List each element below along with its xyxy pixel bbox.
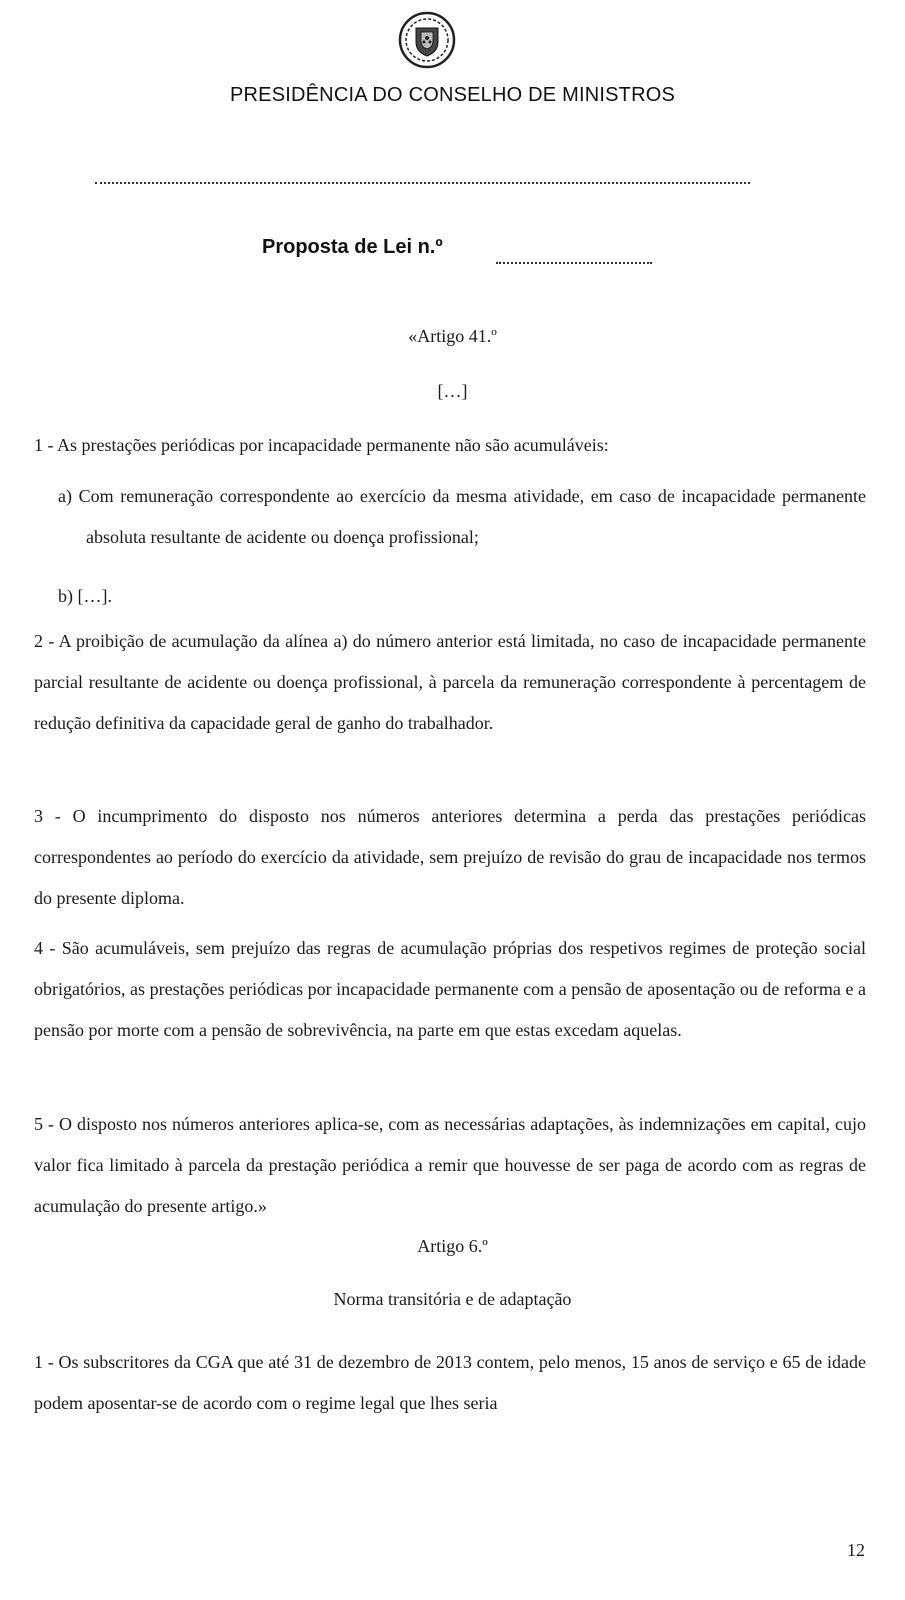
paragraph-5: 5 - O disposto nos números anteriores aplica-se, com as necessárias adaptações, às indemnizações em capital, cujo valor fica limitado à parcela da prestação periódica a remir que houvesse de ser paga de acordo com as regras de acumulação do presente artigo.»: [34, 1114, 866, 1216]
article-41-ellipsis: […]: [437, 381, 468, 401]
subparagraph-a: [58, 476, 866, 558]
proposal-title: Proposta de Lei n.º: [262, 236, 443, 258]
paragraph-3: 3 - O incumprimento do disposto nos números anteriores determina a perda das prestações periódicas correspondentes ao período do exercício da atividade, sem prejuízo de revisão do grau de incapacidade nos termos do presente diploma.: [34, 806, 866, 908]
coat-of-arms-seal-icon: [394, 10, 460, 70]
proposal-number-blank: [496, 262, 652, 264]
subparagraph-b-text: b) […].: [58, 586, 112, 606]
article-6-heading: Artigo 6.º: [417, 1236, 488, 1256]
paragraph-2: 2 - A proibição de acumulação da alínea a) do número anterior está limitada, no caso de incapacidade permanente parcial resultante de acidente ou doença profissional, à parcela da remuneração correspondente à percentagem de redução definitiva da capacidade geral de ganho do trabalhador.: [34, 631, 866, 733]
page-number: 12: [847, 1540, 865, 1560]
subparagraph-a-text: a) Com remuneração correspondente ao exercício da mesma atividade, em caso de incapacidade permanente absoluta resultante de acidente ou doença profissional;: [58, 486, 866, 547]
ministry-header: PRESIDÊNCIA DO CONSELHO DE MINISTROS: [229, 84, 676, 106]
article-6-title: Norma transitória e de adaptação: [333, 1289, 572, 1309]
subparagraph-b: [58, 576, 866, 617]
article-41-heading: «Artigo 41.º: [408, 326, 497, 346]
article-6-paragraph-1: 1 - Os subscritores da CGA que até 31 de dezembro de 2013 contem, pelo menos, 15 anos de serviço e 65 de idade podem aposentar-se de acordo com o regime legal que lhes seria: [34, 1352, 866, 1413]
paragraph-4: 4 - São acumuláveis, sem prejuízo das regras de acumulação próprias dos respetivos regimes de proteção social obrigatórios, as prestações periódicas por incapacidade permanente com a pensão de aposentação ou de reforma e a pensão por morte com a pensão de sobrevivência, na parte em que estas excedam aquelas.: [34, 938, 866, 1040]
header-dotted-divider: [95, 182, 750, 184]
paragraph-1: 1 - As prestações periódicas por incapacidade permanente não são acumuláveis:: [34, 435, 609, 455]
